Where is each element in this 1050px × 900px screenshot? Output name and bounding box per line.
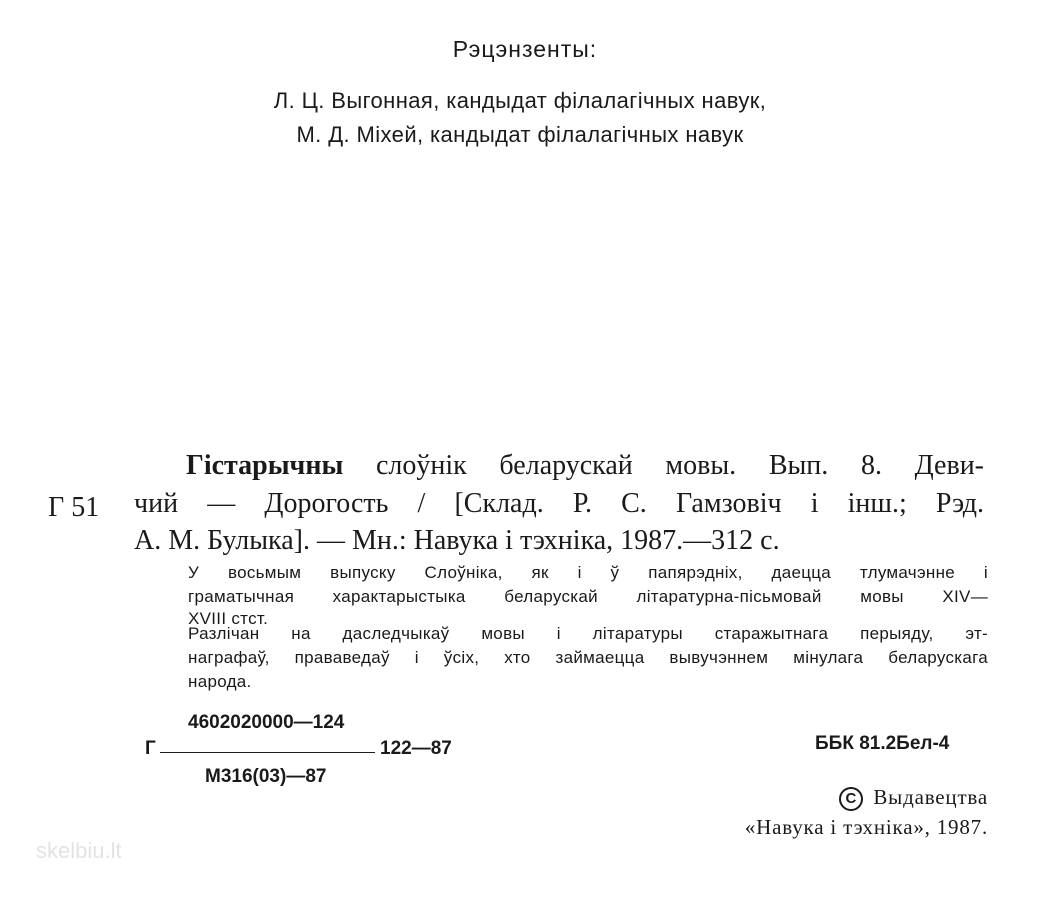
annotation-line: У восьмым выпуску Слоўніка, як і ў папярэдніх, даецца тлумачэнне і: [188, 563, 988, 582]
bibliographic-record-line: чий — Дорогость / [Склад. Р. С. Гамзовіч і інш.; Рэд.: [134, 488, 984, 519]
classification-code-bottom: М316(03)—87: [205, 766, 327, 787]
classification-code-top: 4602020000—124: [188, 712, 345, 733]
bbk-code: ББК 81.2Бел-4: [815, 733, 950, 754]
annotation-line: XVIII стст.: [188, 609, 269, 628]
catalog-index: Г 51: [48, 492, 100, 523]
reviewer-line: Л. Ц. Выгонная, кандыдат філалагічных навук,: [273, 88, 767, 113]
annotation-line: граматычная характарыстыка беларускай літаратурна-пісьмовай мовы XIV—: [188, 587, 988, 606]
bibliographic-record-text: слоўнік беларускай мовы. Вып. 8. Деви-: [343, 450, 984, 481]
reviewer-line: М. Д. Міхей, кандыдат філалагічных навук: [296, 122, 744, 147]
watermark: skelbiu.lt: [36, 838, 122, 863]
classification-code-suffix: 122—87: [380, 738, 452, 759]
copyright-line: [839, 785, 988, 811]
copyright-icon: C: [839, 787, 863, 811]
classification-code-divider: [160, 752, 375, 753]
bibliographic-record-line: А. М. Булыка]. — Мн.: Навука і тэхніка, 1987.—312 с.: [134, 525, 780, 556]
annotation-line: Разлічан на даследчыкаў мовы і літаратуры старажытнага перыяду, эт-: [188, 624, 988, 643]
annotation-line: награфаў, прававедаў і ўсіх, хто займаецца вывучэннем мінулага беларускага: [188, 648, 988, 667]
bibliographic-record-line: [186, 450, 984, 482]
book-title: Гістарычны: [186, 450, 344, 481]
reviewers-heading: Рэцэнзенты:: [452, 36, 598, 62]
classification-code-prefix: Г: [145, 738, 156, 759]
publisher-label: Выдавецтва: [873, 785, 988, 809]
publisher-name-year: «Навука і тэхніка», 1987.: [744, 815, 988, 839]
annotation-line: народа.: [188, 672, 252, 691]
